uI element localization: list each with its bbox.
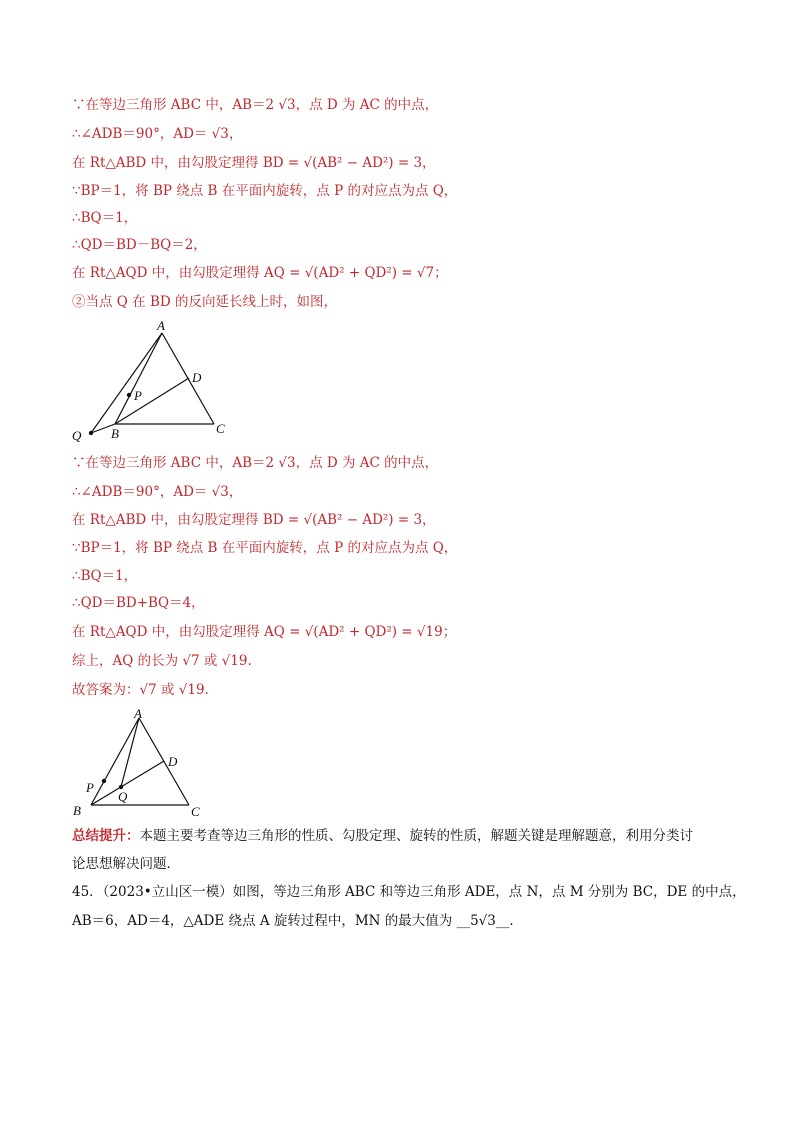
- label-d: D: [192, 370, 202, 385]
- point-q: [89, 431, 93, 435]
- summary-label: 总结提升：: [72, 828, 140, 844]
- label-q: Q: [72, 428, 82, 443]
- case2-line-7: 在 Rt△AQD 中，由勾股定理得 AQ = √(AD² + QD²) = √19；: [72, 624, 457, 640]
- label-q: Q: [118, 789, 128, 804]
- figure-case1: [65, 705, 215, 820]
- case1-line-3: 在 Rt△ABD 中，由勾股定理得 BD = √(AB² − AD²) = 3，: [72, 155, 436, 171]
- case2-line-8: 综上，AQ 的长为 √7 或 √19.: [72, 653, 252, 669]
- label-a: A: [134, 706, 142, 721]
- summary-line-2: 论思想解决问题．: [72, 856, 180, 872]
- label-b: B: [111, 426, 119, 441]
- answer-line: 故答案为：√7 或 √19.: [72, 682, 209, 698]
- label-b: B: [73, 803, 81, 818]
- case2-line-5: ∴BQ＝1，: [72, 568, 138, 584]
- case1-line-5: ∴BQ＝1，: [72, 210, 138, 226]
- point-p: [102, 779, 106, 783]
- label-a: A: [157, 318, 165, 333]
- case2-line-4: ∵BP＝1，将 BP 绕点 B 在平面内旋转，点 P 的对应点为点 Q，: [72, 540, 458, 556]
- case2-line-2: ∴∠ADB＝90°，AD＝ √3，: [72, 484, 243, 500]
- figure-case2: [70, 316, 250, 446]
- label-p: P: [86, 780, 94, 795]
- case1-line-2: ∴∠ADB＝90°，AD＝ √3，: [72, 126, 243, 142]
- case2-header: ②当点 Q 在 BD 的反向延长线上时，如图，: [72, 294, 337, 310]
- summary-line-1: [72, 827, 693, 845]
- point-p: [127, 393, 131, 397]
- case1-line-7: 在 Rt△AQD 中，由勾股定理得 AQ = √(AD² + QD²) = √7；: [72, 265, 448, 281]
- case2-line-1: ∵在等边三角形 ABC 中，AB＝2 √3，点 D 为 AC 的中点，: [72, 455, 439, 471]
- label-c: C: [191, 804, 200, 819]
- case1-line-1: ∵在等边三角形 ABC 中，AB＝2 √3，点 D 为 AC 的中点，: [72, 97, 439, 113]
- problem-45-line-2: AB＝6，AD＝4，△ADE 绕点 A 旋转过程中，MN 的最大值为 __5√3__．: [72, 913, 523, 929]
- case1-line-4: ∵BP＝1，将 BP 绕点 B 在平面内旋转，点 P 的对应点为点 Q，: [72, 183, 458, 199]
- label-c: C: [216, 421, 225, 436]
- problem-45-line-1: 45．（2023•立山区一模）如图，等边三角形 ABC 和等边三角形 ADE，点 N，点 M 分别为 BC，DE 的中点，: [72, 884, 746, 900]
- label-p: P: [134, 388, 142, 403]
- case2-line-6: ∴QD＝BD+BQ＝4，: [72, 595, 205, 611]
- label-d: D: [168, 754, 178, 769]
- case2-line-3: 在 Rt△ABD 中，由勾股定理得 BD = √(AB² − AD²) = 3，: [72, 512, 436, 528]
- case1-line-6: ∴QD＝BD－BQ＝2，: [72, 237, 207, 253]
- summary-text-1: 本题主要考查等边三角形的性质、勾股定理、旋转的性质，解题关键是理解题意，利用分类讨: [139, 828, 693, 844]
